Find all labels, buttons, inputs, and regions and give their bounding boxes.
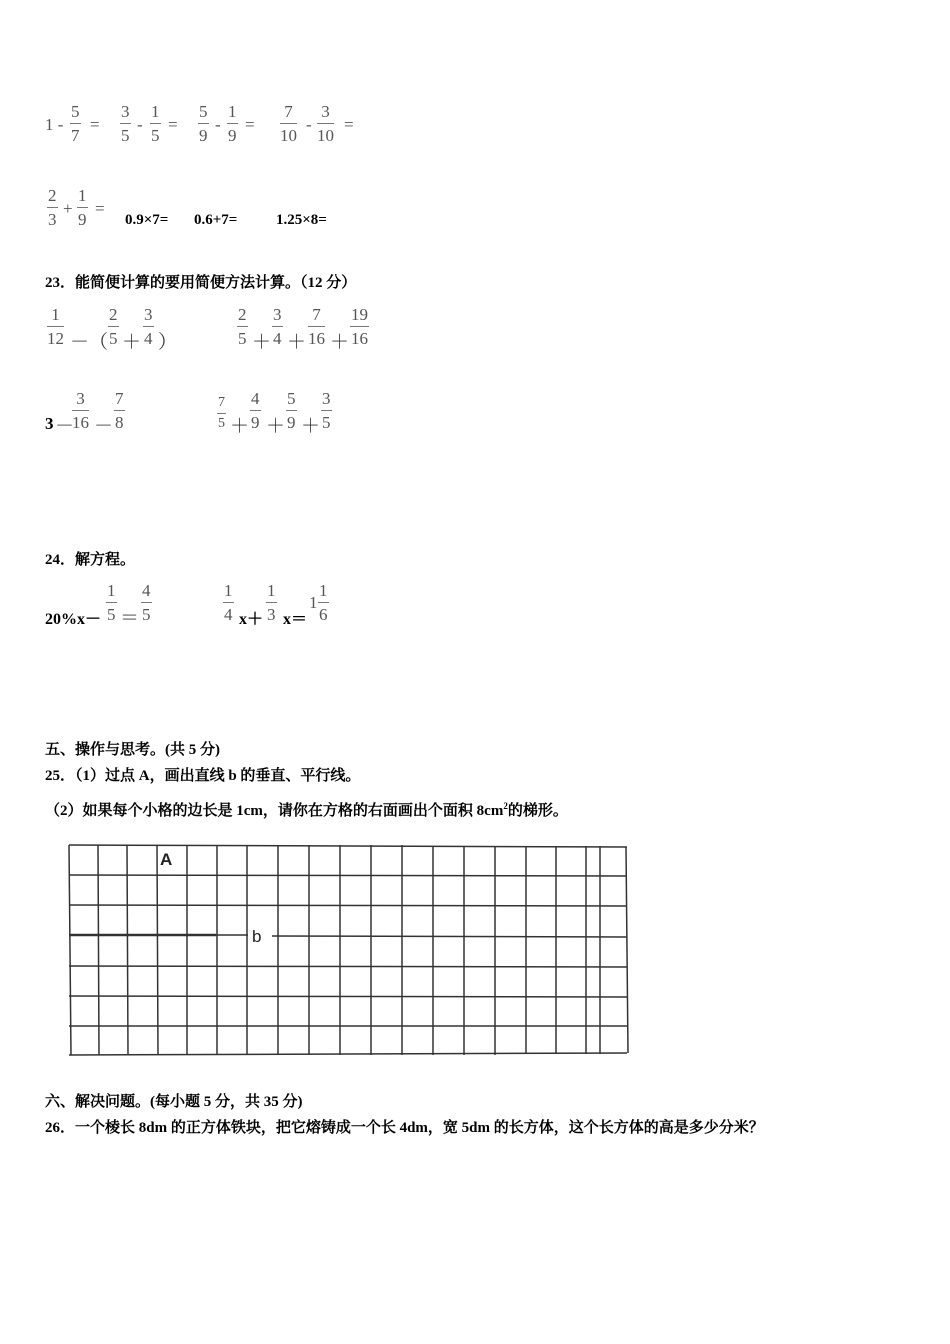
question-24-title: 24．解方程。 — [45, 552, 136, 568]
minus-sign: - — [137, 115, 143, 134]
fraction: 7 5 — [218, 395, 225, 431]
fraction: 7 16 — [308, 305, 325, 348]
question-25-line-1: 25．（1）过点 A，画出直线 b 的垂直、平行线。 — [45, 768, 361, 784]
fraction: 3 10 — [317, 102, 334, 145]
fraction: 3 4 — [144, 305, 153, 348]
plus-sign: ＋ — [230, 416, 250, 437]
fraction: 2 3 — [48, 186, 57, 229]
fraction: 1 5 — [151, 102, 160, 145]
fraction: 1 4 — [224, 581, 233, 624]
q25-line2-text-end: 的梯形。 — [507, 803, 568, 819]
decimal-expr-2: 0.6+7= — [194, 212, 238, 228]
fraction: 3 5 — [322, 389, 331, 432]
plus-sign: ＋ — [122, 332, 142, 353]
q25-line2-text: （2）如果每个小格的边长是 1cm，请你在方格的右面画出个面积 8cm — [45, 803, 504, 819]
fraction: 1 6 — [319, 581, 328, 624]
point-a-label: A — [160, 850, 173, 869]
fraction: 7 8 — [115, 389, 124, 432]
question-23-title: 23．能简便计算的要用简便方法计算。（12 分） — [45, 275, 357, 291]
fraction: 1 3 — [267, 581, 276, 624]
minus-sign: － — [55, 416, 75, 437]
fraction: 1 12 — [47, 305, 64, 348]
equals-sign: ＝ — [120, 608, 140, 629]
fraction: 2 5 — [109, 305, 118, 348]
whole-number: 3 — [45, 414, 54, 433]
variable-term: x＋ — [239, 611, 264, 628]
section-5-title: 五、操作与思考。(共 5 分) — [45, 742, 220, 758]
expr1-lead: 1 - — [45, 115, 64, 134]
fraction: 7 10 — [280, 102, 297, 145]
fraction: 4 5 — [142, 581, 151, 624]
square-grid[interactable] — [40, 835, 640, 1075]
equals-sign: = — [245, 115, 255, 134]
equals-sign: = — [344, 115, 354, 134]
plus-sign: + — [63, 199, 73, 218]
question-26: 26．一个棱长 8dm 的正方体铁块，把它熔铸成一个长 4dm，宽 5dm 的长方体，这个长方体的高是多少分米？ — [45, 1120, 764, 1136]
fraction: 5 9 — [287, 389, 296, 432]
plus-sign: ＋ — [330, 332, 350, 353]
decimal-expr-3: 1.25×8= — [276, 212, 327, 228]
variable-term: x＝ — [283, 611, 308, 628]
plus-sign: ＋ — [301, 416, 321, 437]
plus-sign: ＋ — [266, 416, 286, 437]
plus-sign: ＋ — [287, 332, 307, 353]
question-25-line-2 — [45, 799, 568, 820]
close-paren: ） — [158, 332, 178, 353]
minus-sign: － — [94, 416, 114, 437]
superscript: 2 — [503, 801, 508, 811]
whole-number: 1 — [309, 593, 318, 612]
fraction: 5 7 — [71, 102, 80, 145]
minus-sign: - — [306, 115, 312, 134]
plus-sign: ＋ — [252, 332, 272, 353]
fraction: 19 16 — [351, 305, 368, 348]
equals-sign: = — [95, 199, 105, 218]
fraction: 1 9 — [228, 102, 237, 145]
equation-lead: 20%x－ — [45, 611, 102, 628]
fraction: 4 9 — [251, 389, 260, 432]
equals-sign: = — [168, 115, 178, 134]
decimal-expr-1: 0.9×7= — [125, 212, 169, 228]
operator: －（ — [70, 332, 109, 353]
fraction: 3 5 — [121, 102, 130, 145]
fraction: 1 5 — [107, 581, 116, 624]
section-6-title: 六、解决问题。(每小题 5 分，共 35 分) — [45, 1094, 303, 1110]
minus-sign: - — [215, 115, 221, 134]
fraction: 5 9 — [199, 102, 208, 145]
line-b-label: b — [252, 927, 262, 946]
fraction: 2 5 — [238, 305, 247, 348]
fraction: 3 4 — [273, 305, 282, 348]
equals-sign: = — [90, 115, 100, 134]
fraction: 1 9 — [78, 186, 87, 229]
fraction: 3 16 — [72, 389, 89, 432]
